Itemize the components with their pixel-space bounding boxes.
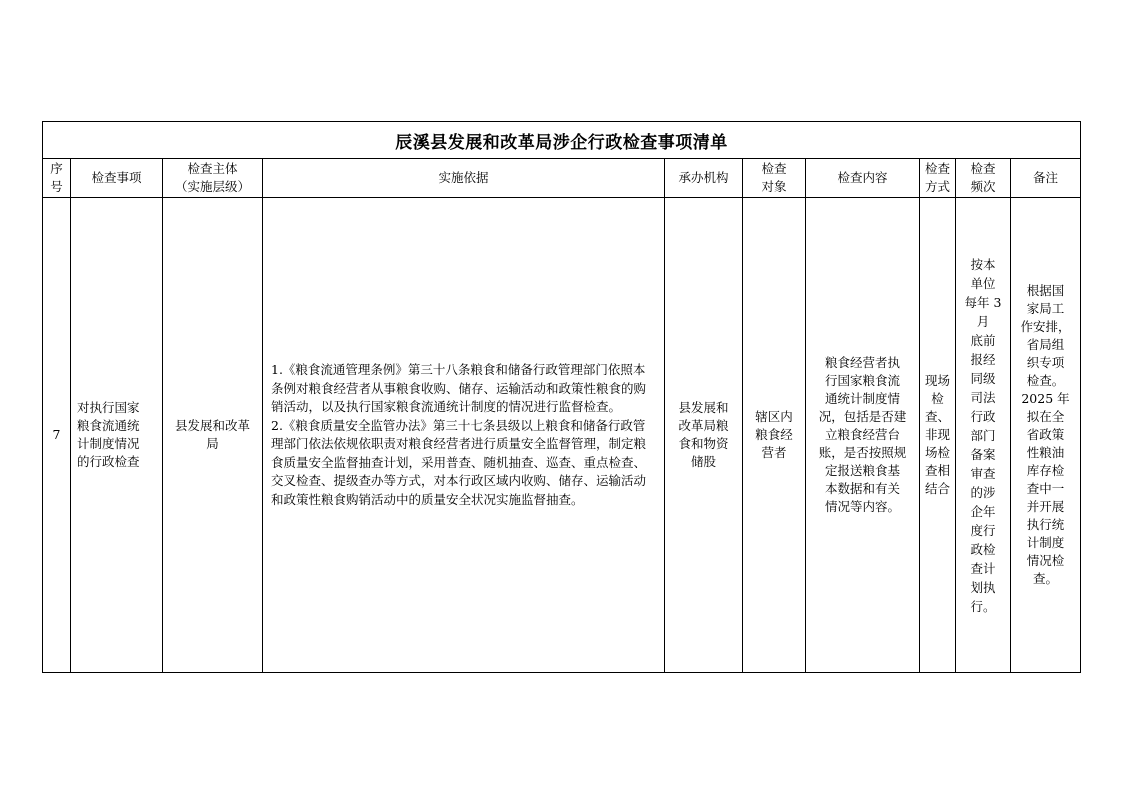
header-frequency: 检查 频次 [956,159,1011,198]
header-item: 检查事项 [71,159,163,198]
header-agency: 承办机构 [665,159,743,198]
row-target: 辖区内 粮食经 营者 [743,198,806,672]
header-basis: 实施依据 [263,159,665,198]
row-method: 现场 检 查、 非现 场检 查相 结合 [920,198,956,672]
row-content: 粮食经营者执 行国家粮食流 通统计制度情 况，包括是否建 立粮食经营台 账，是否按照规 定报送粮食基 本数据和有关 情况等内容。 [806,198,920,672]
title-row [43,122,1080,159]
row-subject: 县发展和改革 局 [163,198,263,672]
header-target: 检查 对象 [743,159,806,198]
basis-paragraph-2: 2.《粮食质量安全监管办法》第三十七条县级以上粮食和储备行政管理部门依法依规依职责对粮食经营者进行质量安全监督管理，制定粮食质量安全监督抽查计划，采用普查、随机抽查、巡查、重点检查、交叉检查、提级查办等方式，对本行政区域内收购、储存、运输活动和政策性粮食购销活动中的质量安全状况实施监督抽查。 [271,417,647,507]
header-subject: 检查主体 （实施层级） [163,159,263,198]
row-basis [263,198,665,672]
header-method: 检查 方式 [920,159,956,198]
table-grid [43,159,1080,672]
row-frequency: 按本 单位 每年 3 月 底前 报经 同级 司法 行政 部门 备案 审查 的涉 企年 度行 政检 查计 划执 行。 [956,198,1011,672]
row-agency: 县发展和 改革局粮 食和物资 储股 [665,198,743,672]
page-title: 辰溪县发展和改革局涉企行政检查事项清单 [395,132,728,153]
row-remarks: 根据国 家局工 作安排， 省局组 织专项 检查。 2025 年 拟在全 省政策 性粮油 库存检 查中一 并开展 执行统 计制度 情况检 查。 [1020,283,1071,586]
header-remarks: 备注 [1011,159,1080,198]
basis-paragraph-1: 1.《粮食流通管理条例》第三十八条粮食和储备行政管理部门依照本条例对粮食经营者从事粮食收购、储存、运输活动和政策性粮食的购销活动，以及执行国家粮食流通统计制度的情况进行监督检查。 [271,362,647,414]
inspection-list-table [42,121,1081,673]
header-seq: 序 号 [43,159,71,198]
header-content: 检查内容 [806,159,920,198]
row-item: 对执行国家 粮食流通统 计制度情况 的行政检查 [71,198,163,672]
row-seq: 7 [43,198,71,672]
